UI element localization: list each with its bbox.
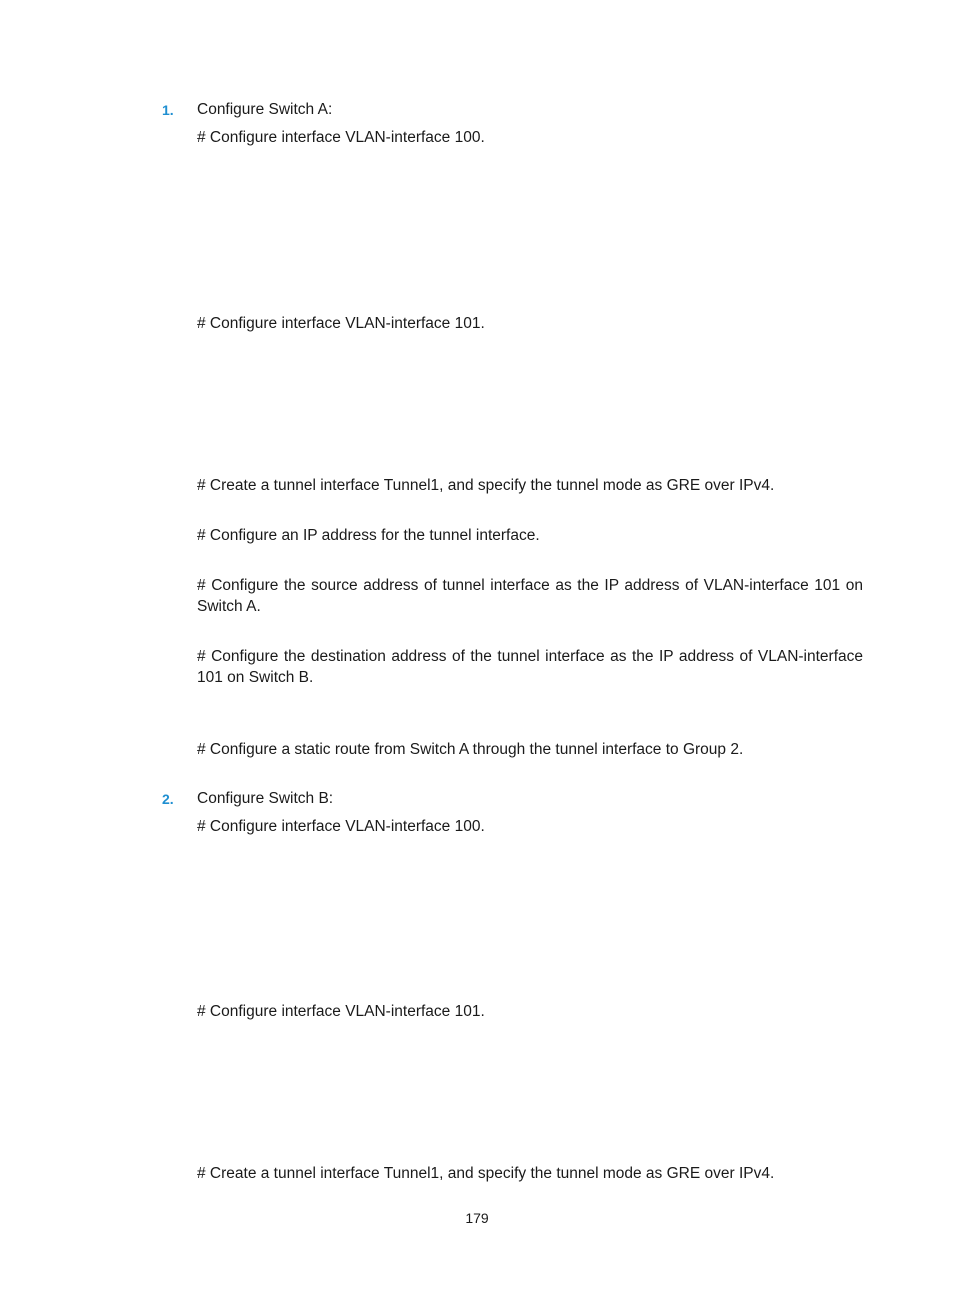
instruction-paragraph: # Configure a static route from Switch A through the tunnel interface to Group 2. <box>197 741 744 758</box>
instruction-paragraph: # Configure interface VLAN-interface 100. <box>197 818 485 835</box>
instruction-paragraph: # Configure interface VLAN-interface 101. <box>197 1003 485 1020</box>
instruction-paragraph: # Configure interface VLAN-interface 100. <box>197 129 485 146</box>
instruction-paragraph: # Create a tunnel interface Tunnel1, and specify the tunnel mode as GRE over IPv4. <box>197 1165 775 1182</box>
step-heading: Configure Switch B: <box>197 790 334 807</box>
instruction-paragraph: # Configure interface VLAN-interface 101. <box>197 315 485 332</box>
step-number: 2. <box>162 791 174 807</box>
instruction-paragraph: # Create a tunnel interface Tunnel1, and specify the tunnel mode as GRE over IPv4. <box>197 477 775 494</box>
step-heading: Configure Switch A: <box>197 101 333 118</box>
instruction-paragraph: # Configure an IP address for the tunnel interface. <box>197 527 540 544</box>
step-number: 1. <box>162 102 174 118</box>
instruction-paragraph: # Configure the destination address of the tunnel interface as the IP address of VLAN-interface 101 on Switch B. <box>197 648 863 686</box>
page-number: 179 <box>465 1210 489 1226</box>
instruction-paragraph: # Configure the source address of tunnel interface as the IP address of VLAN-interface 101 on Switch A. <box>197 577 863 615</box>
